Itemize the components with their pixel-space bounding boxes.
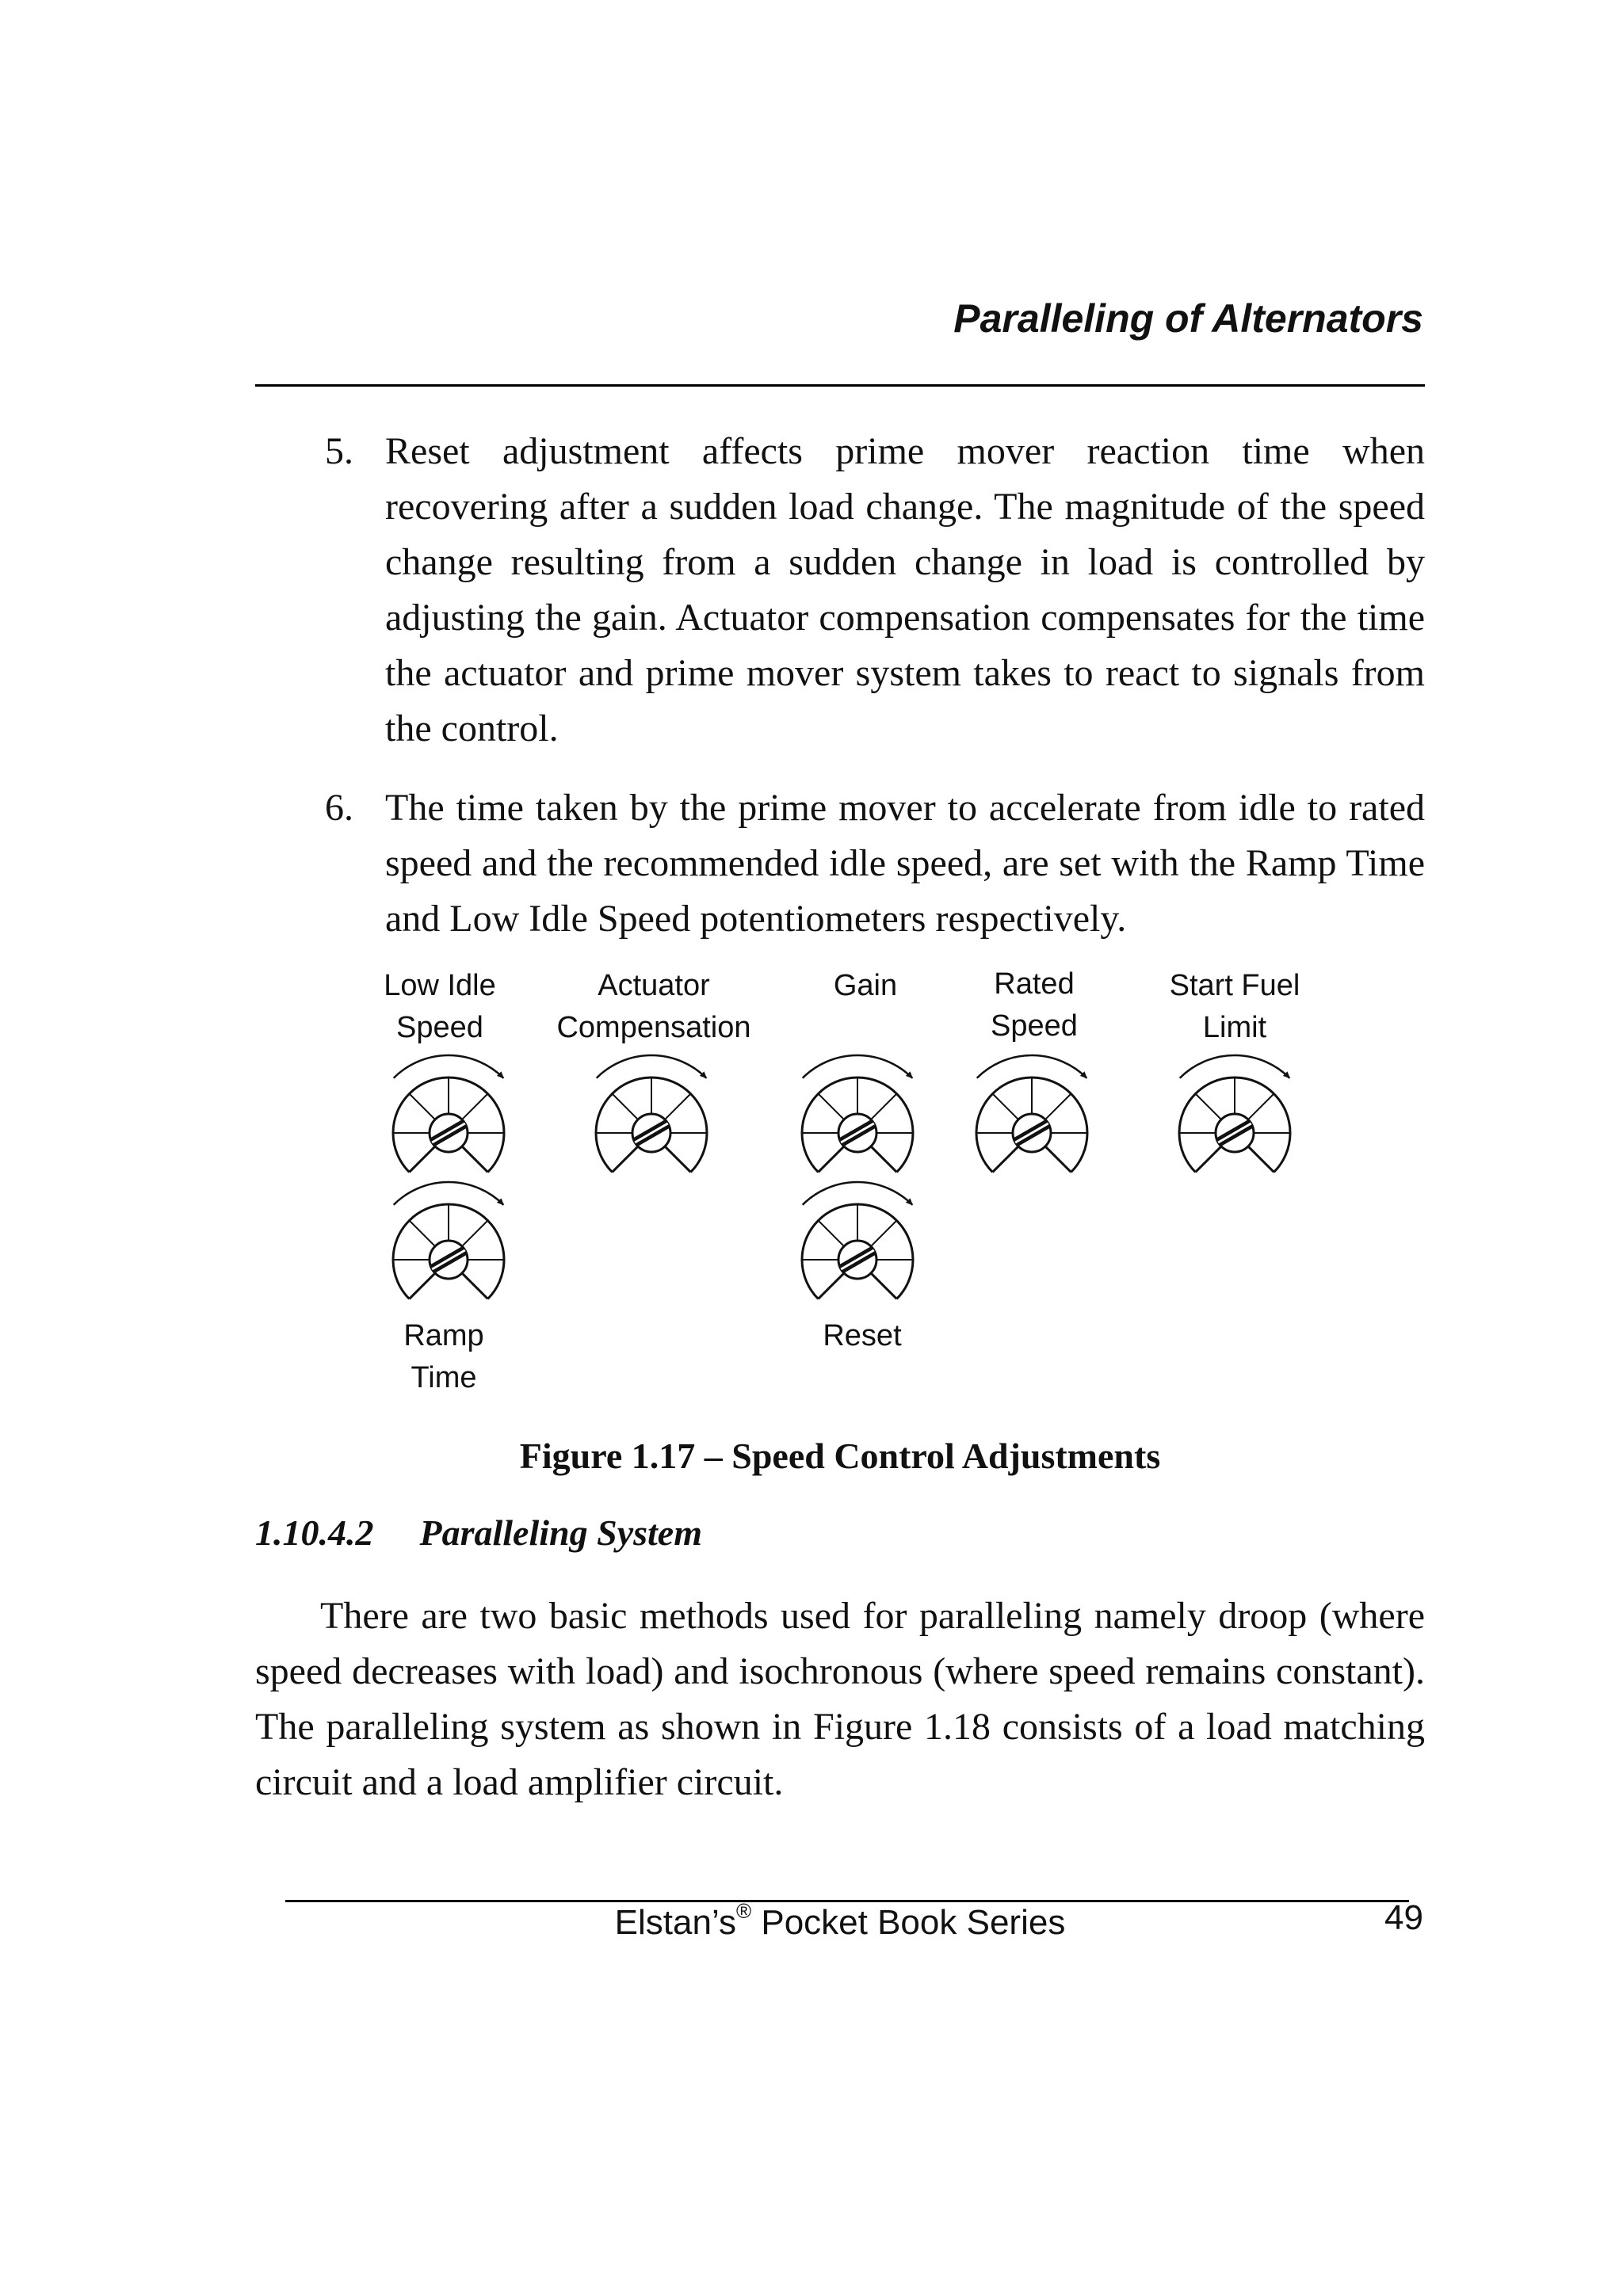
- dial-end-line: [462, 1146, 488, 1173]
- footer-brand: Elstan’s: [614, 1903, 736, 1942]
- section-number: 1.10.4.2: [255, 1512, 374, 1553]
- knob-reset: [802, 1182, 913, 1299]
- figure-caption: Figure 1.17 – Speed Control Adjustments: [519, 1436, 1161, 1476]
- scale-tick: [613, 1094, 639, 1120]
- scale-tick: [993, 1094, 1019, 1120]
- rotation-arrow-icon: [1180, 1055, 1290, 1078]
- page-number: 49: [1384, 1898, 1423, 1937]
- dial-end-line: [462, 1273, 488, 1299]
- label-actuator-compensation: Actuator Compensation: [556, 969, 751, 1044]
- dial-end-line: [871, 1273, 897, 1299]
- scale-tick: [871, 1094, 897, 1120]
- scale-tick: [410, 1094, 436, 1120]
- scale-tick: [665, 1094, 691, 1120]
- scale-tick: [462, 1094, 488, 1120]
- scale-tick: [871, 1221, 897, 1247]
- section-title: Paralleling System: [419, 1512, 702, 1553]
- dial-end-line: [993, 1146, 1019, 1173]
- dial-end-line: [410, 1146, 436, 1173]
- knob-start-fuel-limit: [1179, 1055, 1290, 1172]
- knob-actuator-compensation: [596, 1055, 707, 1172]
- list-number: 5.: [325, 430, 353, 472]
- scale-tick: [462, 1221, 488, 1247]
- rotation-arrow-icon: [394, 1055, 504, 1078]
- registered-mark: ®: [735, 1899, 752, 1923]
- scale-tick: [1196, 1094, 1222, 1120]
- scale-tick: [819, 1094, 845, 1120]
- dial-end-line: [819, 1273, 845, 1299]
- dial-end-line: [1045, 1146, 1071, 1173]
- knob-gain: [802, 1055, 913, 1172]
- dial-end-line: [613, 1146, 639, 1173]
- running-head: Paralleling of Alternators: [953, 296, 1423, 341]
- rotation-arrow-icon: [803, 1182, 913, 1205]
- rotation-arrow-icon: [394, 1182, 504, 1205]
- scale-tick: [819, 1221, 845, 1247]
- label-low-idle-speed: Low Idle Speed: [384, 969, 496, 1044]
- dial-end-line: [665, 1146, 691, 1173]
- scale-tick: [410, 1221, 436, 1247]
- rotation-arrow-icon: [803, 1055, 913, 1078]
- knob-low-idle-speed: [393, 1055, 504, 1172]
- rotation-arrow-icon: [977, 1055, 1087, 1078]
- dial-end-line: [410, 1273, 436, 1299]
- dial-end-line: [1248, 1146, 1274, 1173]
- dial-end-line: [819, 1146, 845, 1173]
- footer-series-name: Pocket Book Series: [751, 1903, 1066, 1942]
- dial-end-line: [871, 1146, 897, 1173]
- list-number: 6.: [325, 787, 353, 829]
- label-ramp-time: Ramp Time: [403, 1319, 484, 1394]
- label-reset: Reset: [823, 1319, 902, 1352]
- scale-tick: [1045, 1094, 1071, 1120]
- label-start-fuel-limit: Start Fuel Limit: [1169, 969, 1300, 1044]
- rotation-arrow-icon: [597, 1055, 707, 1078]
- knob-rated-speed: [976, 1055, 1087, 1172]
- body-paragraph: There are two basic methods used for paralleling namely droop (where speed decreases with load) and isochronous (where speed remains constant). The paralleling system as shown in Figure 1.18 consists of a load matching circuit and a load amplifier circuit.: [255, 1595, 1425, 1803]
- list-text: Reset adjustment affects prime mover reaction time when recovering after a sudden load change. The magnitude of the speed change resulting from a sudden change in load is controlled by adjusting the gain. Actuator compensation compensates for the time the actuator and prime mover system takes to react to signals from the control.: [385, 430, 1425, 749]
- dial-end-line: [1196, 1146, 1222, 1173]
- label-rated-speed: Rated Speed: [991, 967, 1078, 1043]
- label-gain: Gain: [833, 969, 898, 1002]
- scale-tick: [1248, 1094, 1274, 1120]
- section-heading: [255, 1509, 702, 1557]
- list-text: The time taken by the prime mover to accelerate from idle to rated speed and the recommended idle speed, are set with the Ramp Time and Low Idle Speed potentiometers respectively.: [385, 787, 1425, 940]
- footer-series: [255, 1900, 1425, 1946]
- knob-ramp-time: [393, 1182, 504, 1299]
